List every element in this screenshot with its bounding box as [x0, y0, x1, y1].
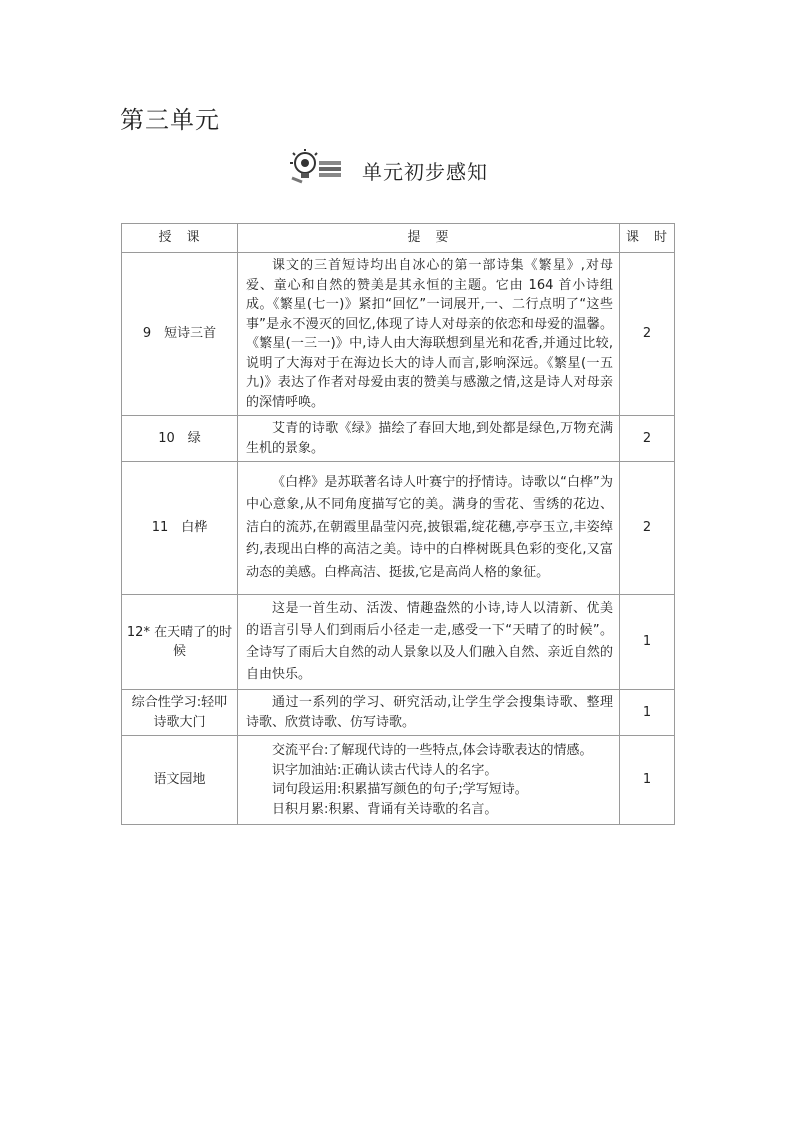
hours-cell: 1: [620, 595, 675, 690]
section-title: 单元初步感知: [362, 159, 488, 184]
summary-line: 识字加油站:正确认读古代诗人的名字。: [272, 762, 498, 778]
lesson-cell: 11 白桦: [122, 462, 238, 595]
summary-cell: [238, 462, 620, 595]
summary-cell: [238, 690, 620, 736]
lesson-cell: 语文园地: [122, 736, 238, 825]
summary-cell: [238, 416, 620, 462]
hours-cell: 2: [620, 416, 675, 462]
unit-title: 第三单元: [120, 106, 220, 134]
hours-cell: 2: [620, 253, 675, 416]
column-header-lesson: 授 课: [122, 224, 238, 253]
summary-text: 艾青的诗歌《绿》描绘了春回大地,到处都是绿色,万物充满生机的景象。: [246, 421, 613, 456]
table-row: [122, 595, 675, 690]
table-row: [122, 690, 675, 736]
lesson-cell: 10 绿: [122, 416, 238, 462]
summary-text: 课文的三首短诗均出自冰心的第一部诗集《繁星》,对母爱、童心和自然的赞美是其永恒的主题。它由 164 首小诗组成。《繁星(七一)》紧扣“回忆”一词展开,一、二行点明了“这些事”是永不漫灭的回忆,体现了诗人对母亲的依恋和母爱的温馨。《繁星(一三一)》中,诗人由大海联想到星光和花香,并通过比较,说明了大海对于在海边长大的诗人而言,影响深远。《繁星(一五九)》表达了作者对母爱由衷的赞美与感激之情,这是诗人对母亲的深情呼唤。: [246, 258, 613, 410]
lightbulb-reading-icon: [288, 148, 344, 184]
hours-cell: 2: [620, 462, 675, 595]
summary-text: 这是一首生动、活泼、情趣盎然的小诗,诗人以清新、优美的语言引导人们到雨后小径走一走,感受一下“天晴了的时候”。全诗写了雨后大自然的动人景象以及人们融入自然、亲近自然的自由快乐。: [246, 601, 613, 682]
table-row: [122, 736, 675, 825]
summary-cell: [238, 253, 620, 416]
hours-cell: 1: [620, 690, 675, 736]
table-header-row: [122, 224, 675, 253]
table-row: [122, 416, 675, 462]
summary-cell: [238, 736, 620, 825]
hours-cell: 1: [620, 736, 675, 825]
summary-line: 词句段运用:积累描写颜色的句子;学写短诗。: [272, 782, 528, 797]
lesson-plan-table: [121, 223, 675, 825]
table-row: [122, 253, 675, 416]
section-heading: [288, 146, 488, 186]
column-header-summary: 提 要: [238, 224, 620, 253]
summary-cell: [238, 595, 620, 690]
lesson-cell: 综合性学习:轻叩诗歌大门: [122, 690, 238, 736]
summary-line: 日积月累:积累、背诵有关诗歌的名言。: [272, 801, 498, 817]
lesson-cell: 9 短诗三首: [122, 253, 238, 416]
summary-line: 交流平台:了解现代诗的一些特点,体会诗歌表达的情感。: [272, 743, 593, 758]
column-header-hours: 课 时: [620, 224, 675, 253]
lesson-cell: 12* 在天晴了的时候: [122, 595, 238, 690]
table-row: [122, 462, 675, 595]
summary-text: 通过一系列的学习、研究活动,让学生学会搜集诗歌、整理诗歌、欣赏诗歌、仿写诗歌。: [246, 695, 613, 730]
summary-text: 《白桦》是苏联著名诗人叶赛宁的抒情诗。诗歌以“白桦”为中心意象,从不同角度描写它的美。满身的雪花、雪绣的花边、洁白的流苏,在朝霞里晶莹闪亮,披银霜,绽花穗,亭亭玉立,丰姿绰约,表现出白桦的高洁之美。诗中的白桦树既具色彩的变化,又富动态的美感。白桦高洁、挺拔,它是高尚人格的象征。: [246, 474, 613, 580]
